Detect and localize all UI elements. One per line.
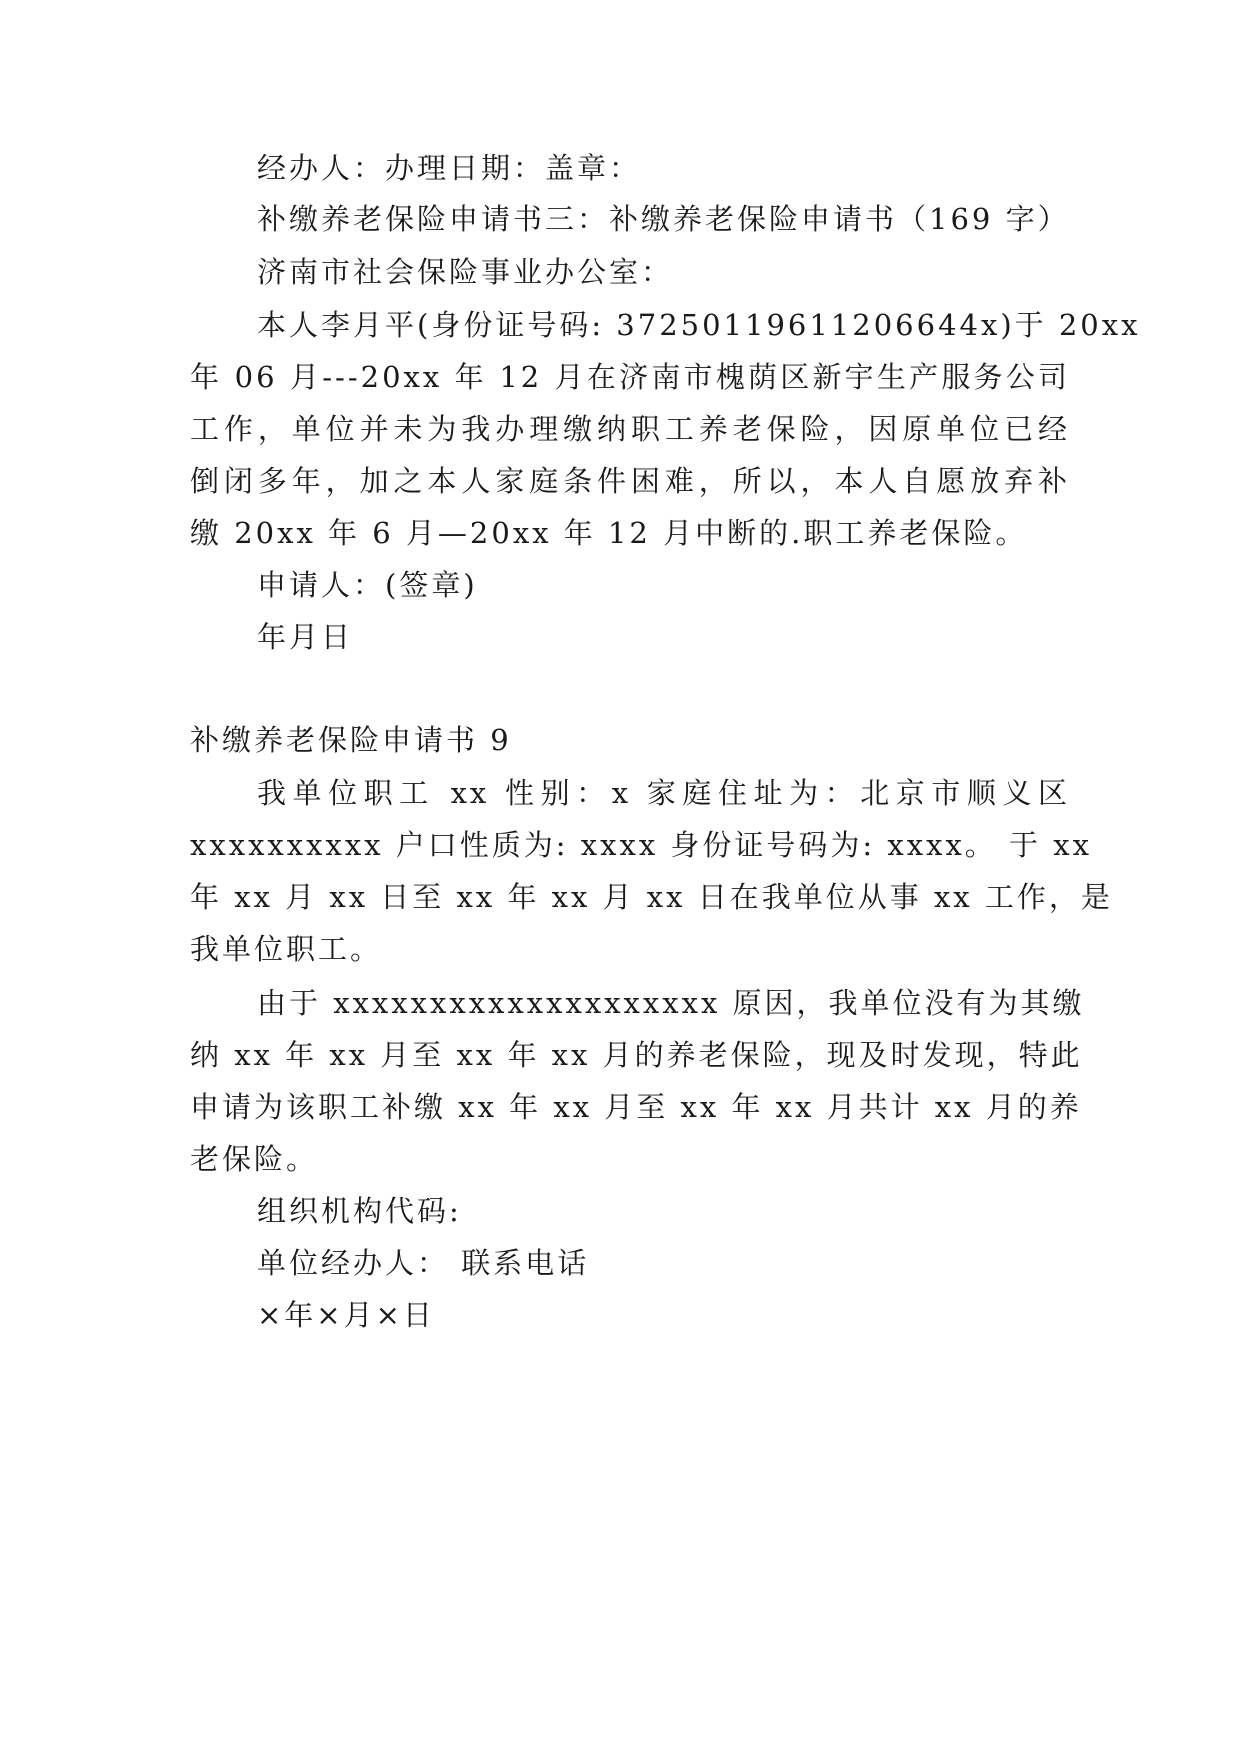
paragraph1-line-2: xxxxxxxxxx 户口性质为: xxxx 身份证号码为: xxxx。 于 xx xyxy=(190,828,1092,862)
paragraph1-line-1: 我单位职工 xx 性别：x 家庭住址为：北京市顺义区 xyxy=(257,776,1070,810)
signature-date-line: ×年×月×日 xyxy=(257,1298,435,1332)
body-line-2: 年 06 月---20xx 年 12 月在济南市槐荫区新宇生产服务公司 xyxy=(190,360,1070,394)
body-line-4: 倒闭多年，加之本人家庭条件困难，所以，本人自愿放弃补 xyxy=(190,464,1070,498)
paragraph2-line-3: 申请为该职工补缴 xx 年 xx 月至 xx 年 xx 月共计 xx 月的养 xyxy=(190,1090,1082,1124)
body-line-5: 缴 20xx 年 6 月—20xx 年 12 月中断的.职工养老保险。 xyxy=(190,516,1028,550)
body-line-1: 本人李月平(身份证号码: 37250119611206644x)于 20xx xyxy=(257,308,1141,342)
handler-date-seal-line: 经办人：办理日期：盖章： xyxy=(257,151,642,185)
paragraph2-line-1: 由于 xxxxxxxxxxxxxxxxxxxx 原因，我单位没有为其缴 xyxy=(257,986,1085,1020)
paragraph2-line-2: 纳 xx 年 xx 月至 xx 年 xx 月的养老保险，现及时发现，特此 xyxy=(190,1038,1083,1072)
recipient-line: 济南市社会保险事业办公室： xyxy=(257,255,674,289)
paragraph1-line-4: 我单位职工。 xyxy=(190,932,383,966)
body-line-3: 工作，单位并未为我办理缴纳职工养老保险，因原单位已经 xyxy=(190,412,1070,446)
applicant-signature-line: 申请人：(签章) xyxy=(257,568,478,602)
contact-line: 单位经办人： 联系电话 xyxy=(257,1246,590,1280)
section-heading-three: 补缴养老保险申请书三：补缴养老保险申请书（169 字） xyxy=(257,202,1070,236)
paragraph2-line-4: 老保险。 xyxy=(190,1142,319,1176)
date-line: 年月日 xyxy=(257,620,354,654)
section-title: 补缴养老保险申请书 9 xyxy=(190,723,512,757)
org-code-line: 组织机构代码: xyxy=(257,1194,462,1228)
paragraph1-line-3: 年 xx 月 xx 日至 xx 年 xx 月 xx 日在我单位从事 xx 工作，是 xyxy=(190,880,1113,914)
